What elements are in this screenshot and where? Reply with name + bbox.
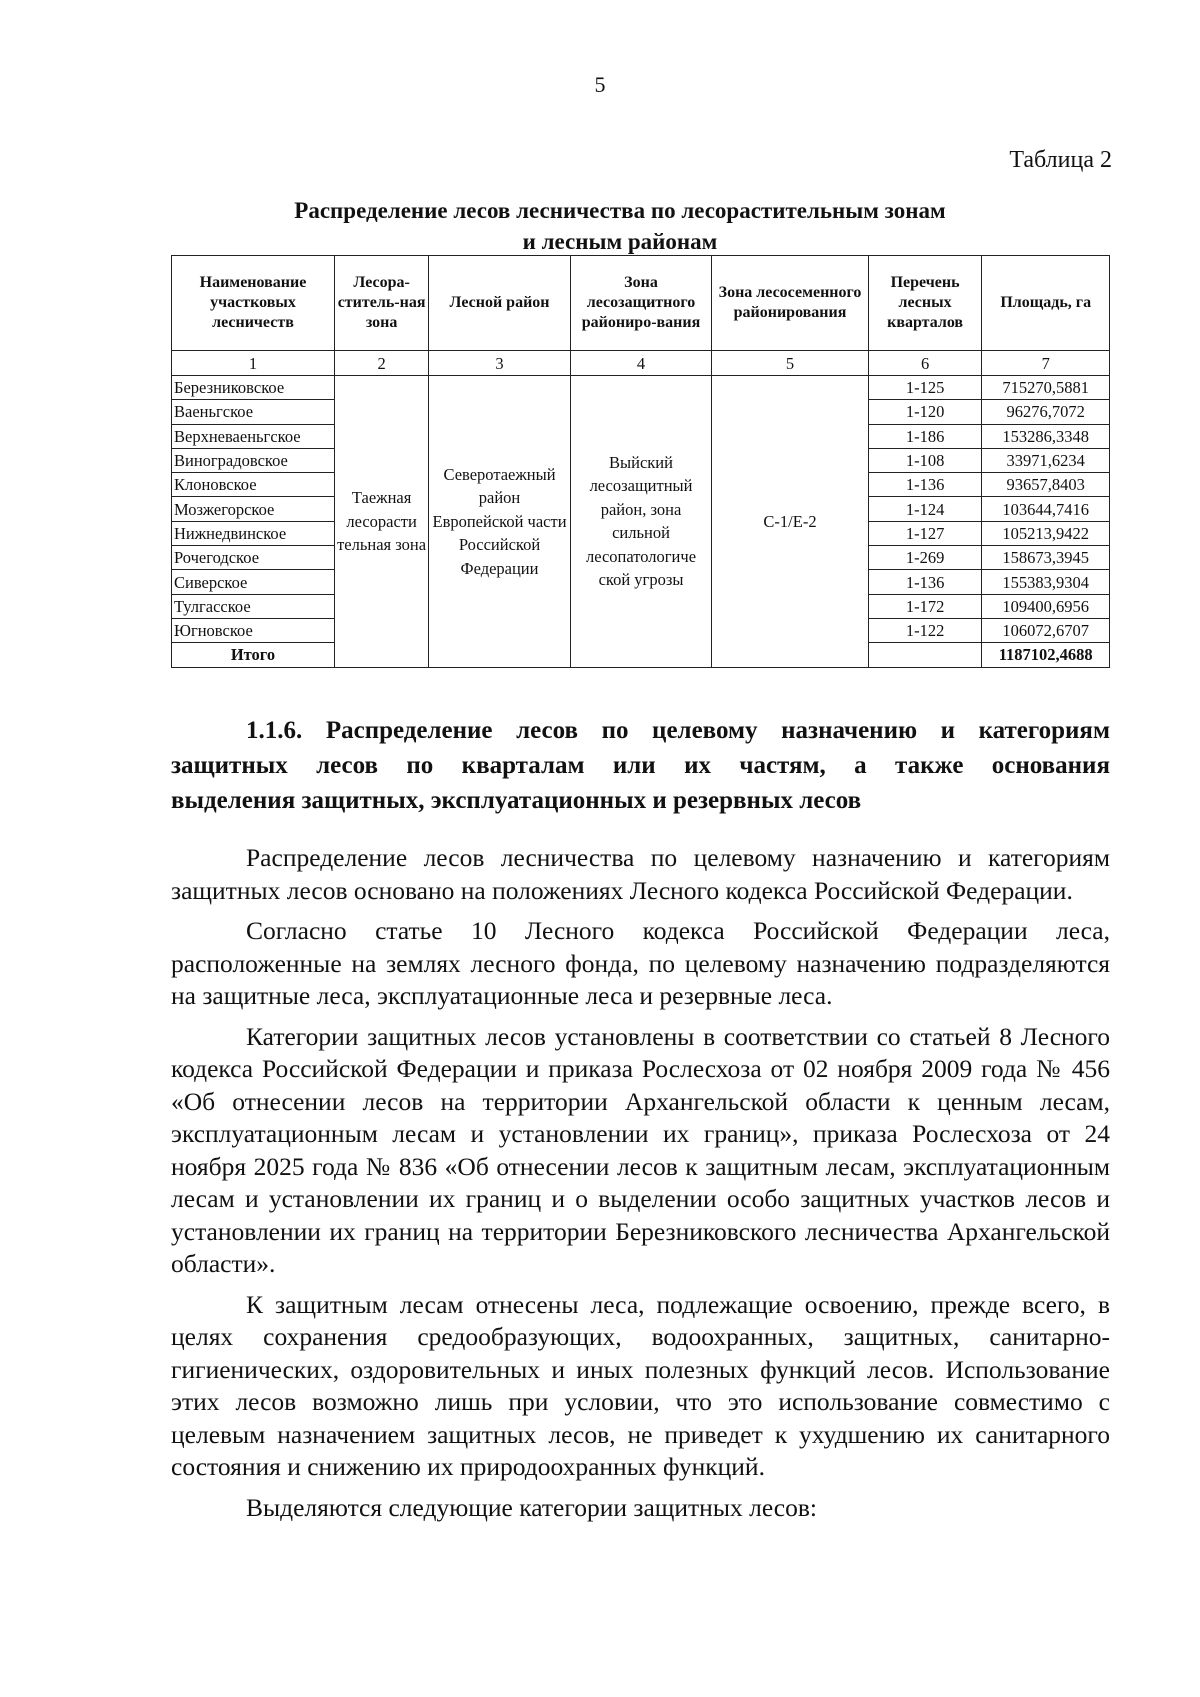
header-cell: Лесной район xyxy=(429,256,571,351)
quarters-cell: 1-122 xyxy=(868,618,982,642)
paragraph: Согласно статье 10 Лесного кодекса Российской Федерации леса, расположенные на землях лесного фонда, по целевому назначению подразделяются на защитные леса, эксплуатационные леса и резервные леса. xyxy=(171,916,1110,1010)
area-cell: 715270,5881 xyxy=(982,376,1110,400)
column-number: 7 xyxy=(982,351,1110,376)
section-heading xyxy=(171,713,1110,818)
header-cell: Площадь, га xyxy=(982,256,1110,351)
quarters-cell: 1-108 xyxy=(868,448,982,472)
total-area: 1187102,4688 xyxy=(982,643,1110,667)
header-cell: Зона лесозащитного райониро-вания xyxy=(570,256,712,351)
forestry-name: Виноградовское xyxy=(172,448,335,472)
forestry-name: Мозжегорское xyxy=(172,497,335,521)
table-title-line1: Распределение лесов лесничества по лесорастительным зонам xyxy=(294,198,946,223)
column-number: 6 xyxy=(868,351,982,376)
quarters-cell: 1-269 xyxy=(868,546,982,570)
header-cell: Наименование участковых лесничеств xyxy=(172,256,335,351)
total-label: Итого xyxy=(172,643,335,667)
table-row xyxy=(172,376,1110,400)
section-heading-line: выделения защитных, эксплуатационных и резервных лесов xyxy=(171,787,862,814)
area-cell: 93657,8403 xyxy=(982,473,1110,497)
vegetation-zone-cell: Таежная лесорасти тельная зона xyxy=(334,376,428,668)
paragraph: Категории защитных лесов установлены в соответствии со статьей 8 Лесного кодекса Российской Федерации и приказа Рослесхоза от 02 ноября 2009 года № 456 «Об отнесении лесов на территории Архангельской области к ценным лесам, эксплуатационным лесам и установлении их границ», приказа Рослесхоза от 24 ноября 2025 года № 836 «Об отнесении лесов к защитным лесам, эксплуатационным лесам и установлении их границ и о выделении особо защитных участков лесов и установлении их границ на территории Березниковского лесничества Архангельской области». xyxy=(171,1021,1110,1278)
quarters-cell: 1-125 xyxy=(868,376,982,400)
table-title xyxy=(170,195,1070,257)
column-number: 2 xyxy=(334,351,428,376)
area-cell: 109400,6956 xyxy=(982,594,1110,618)
column-number: 5 xyxy=(712,351,869,376)
column-number: 4 xyxy=(570,351,712,376)
table-title-line2: и лесным районам xyxy=(522,229,718,254)
forestry-name: Югновское xyxy=(172,618,335,642)
seed-zone-cell: С-1/Е-2 xyxy=(712,376,869,668)
quarters-cell: 1-172 xyxy=(868,594,982,618)
forestry-name: Клоновское xyxy=(172,473,335,497)
area-cell: 155383,9304 xyxy=(982,570,1110,594)
area-cell: 105213,9422 xyxy=(982,521,1110,545)
body-text xyxy=(171,842,1110,1524)
quarters-cell: 1-136 xyxy=(868,570,982,594)
area-cell: 33971,6234 xyxy=(982,448,1110,472)
area-cell: 106072,6707 xyxy=(982,618,1110,642)
forestry-name: Сиверское xyxy=(172,570,335,594)
forestry-name: Ваеньгское xyxy=(172,400,335,424)
forestry-name: Нижнедвинское xyxy=(172,521,335,545)
table-header-row xyxy=(172,256,1110,351)
forestry-name: Тулгасское xyxy=(172,594,335,618)
quarters-cell: 1-136 xyxy=(868,473,982,497)
paragraph: Выделяются следующие категории защитных лесов: xyxy=(246,1492,817,1522)
area-cell: 103644,7416 xyxy=(982,497,1110,521)
forestry-name: Березниковское xyxy=(172,376,335,400)
forest-distribution-table xyxy=(171,255,1110,668)
forestry-name: Верхневаеньгское xyxy=(172,424,335,448)
forestry-name: Рочегодское xyxy=(172,546,335,570)
column-number-row xyxy=(172,351,1110,376)
header-cell: Зона лесосеменного районирования xyxy=(712,256,869,351)
quarters-cell: 1-120 xyxy=(868,400,982,424)
quarters-cell: 1-124 xyxy=(868,497,982,521)
area-cell: 158673,3945 xyxy=(982,546,1110,570)
paragraph: Распределение лесов лесничества по целевому назначению и категориям защитных лесов основано на положениях Лесного кодекса Российской Федерации. xyxy=(171,843,1110,905)
column-number: 3 xyxy=(429,351,571,376)
section-heading-line: 1.1.6. Распределение лесов по целевому назначению и категориям xyxy=(246,717,1110,744)
section-heading-line: защитных лесов по кварталам или их частям, а также основания xyxy=(171,752,1110,779)
page-number: 5 xyxy=(594,72,606,97)
paragraph: К защитным лесам отнесены леса, подлежащие освоению, прежде всего, в целях сохранения средообразующих, водоохранных, защитных, санитарно-гигиенических, оздоровительных и иных полезных функций лесов. Использование этих лесов возможно лишь при условии, что это использование совместимо с целевым назначением защитных лесов, не приведет к ухудшению их санитарного состояния и снижению их природоохранных функций. xyxy=(171,1289,1110,1481)
protection-zone-cell: Выйский лесозащитный район, зона сильной лесопатологиче ской угрозы xyxy=(570,376,712,668)
area-cell: 96276,7072 xyxy=(982,400,1110,424)
header-cell: Лесора-ститель-ная зона xyxy=(334,256,428,351)
header-cell: Перечень лесных кварталов xyxy=(868,256,982,351)
quarters-cell: 1-127 xyxy=(868,521,982,545)
area-cell: 153286,3348 xyxy=(982,424,1110,448)
table-label: Таблица 2 xyxy=(1009,147,1112,173)
quarters-cell: 1-186 xyxy=(868,424,982,448)
column-number: 1 xyxy=(172,351,335,376)
total-quarters-empty xyxy=(868,643,982,667)
forest-district-cell: Северотаежный район Европейской части Российской Федерации xyxy=(429,376,571,668)
